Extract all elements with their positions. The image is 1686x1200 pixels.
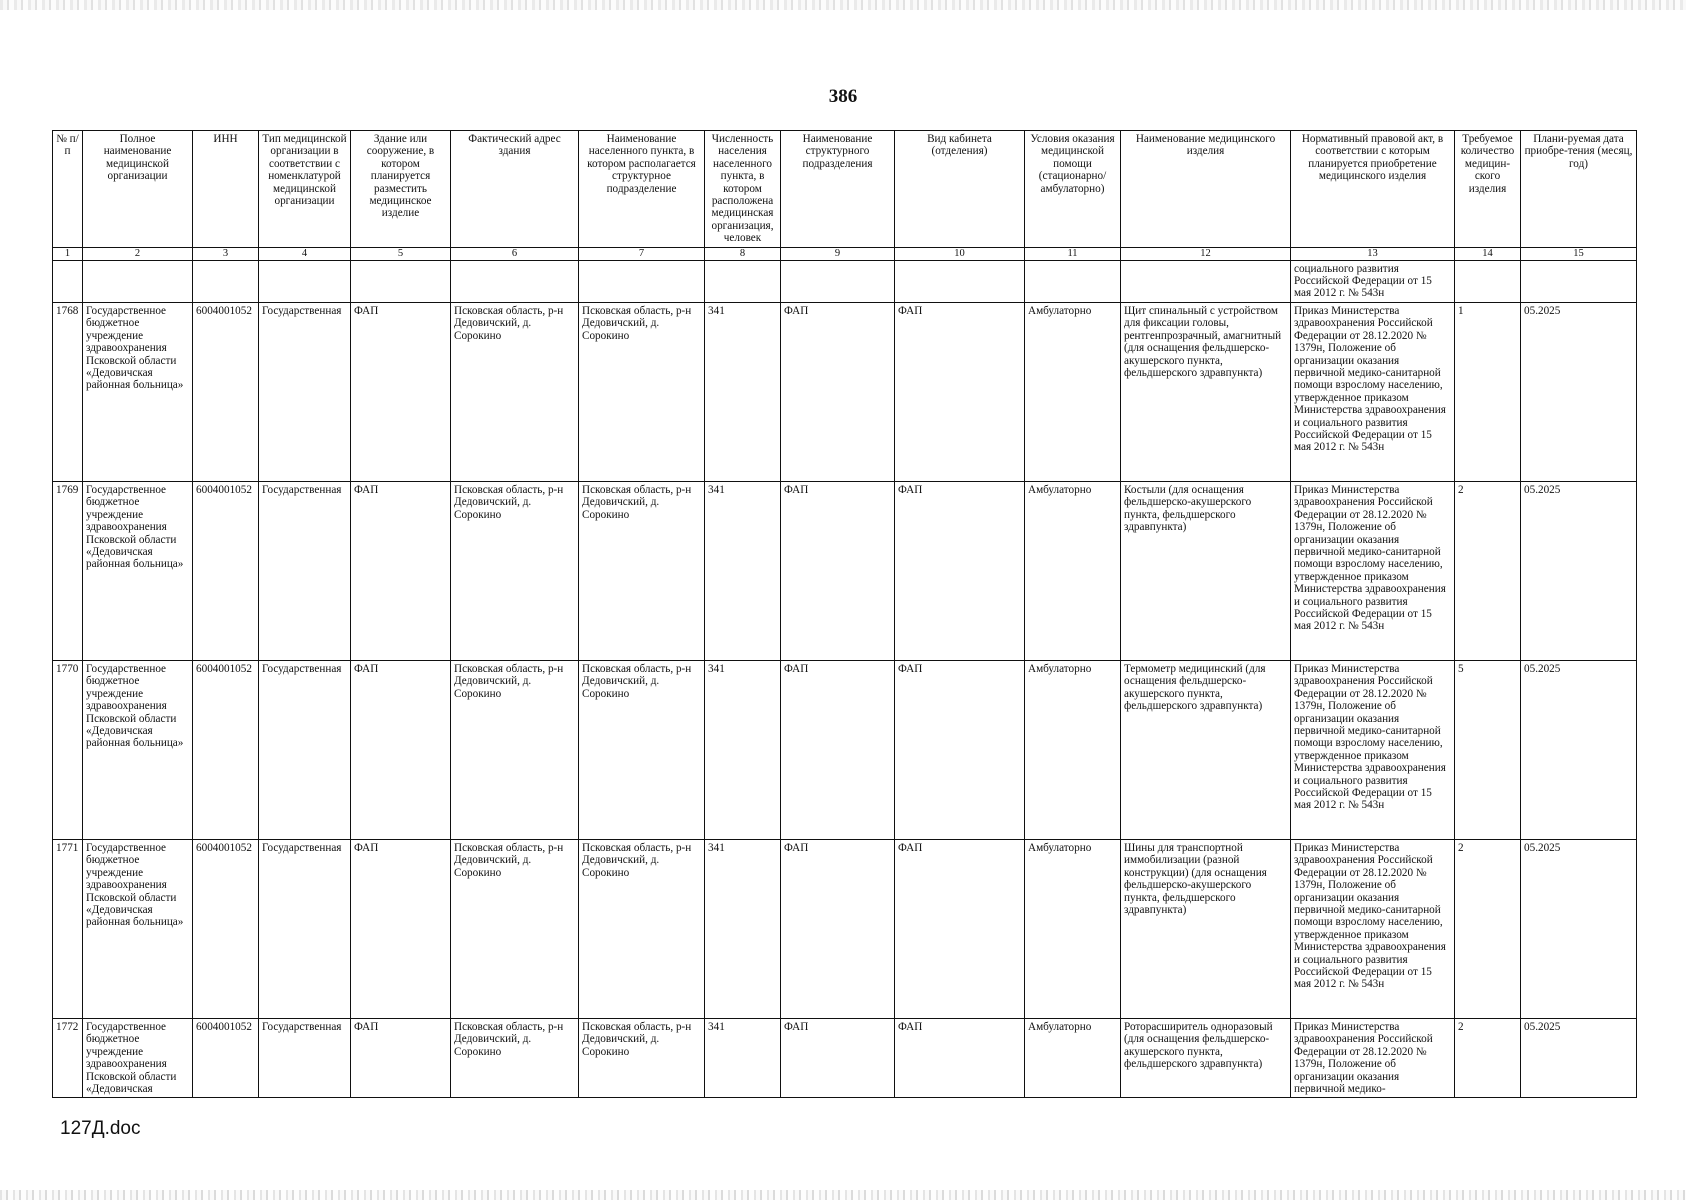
row-number: 1770 bbox=[53, 660, 83, 839]
building: ФАП bbox=[351, 839, 451, 1018]
scan-edge-bottom bbox=[0, 1190, 1686, 1200]
header-cell: Полное наименование медицинской организации bbox=[83, 131, 193, 248]
table-cell bbox=[1025, 260, 1121, 302]
org-type: Государственная bbox=[259, 1018, 351, 1097]
organization-name: Государственное бюджетное учреждение здравоохранения Псковской области «Дедовичская районная больница» bbox=[83, 839, 193, 1018]
organization-name: Государственное бюджетное учреждение здравоохранения Псковской области «Дедовичская bbox=[83, 1018, 193, 1097]
locality: Псковская область, р-н Дедовичский, д. Сорокино bbox=[579, 1018, 705, 1097]
planned-date: 05.2025 bbox=[1521, 1018, 1637, 1097]
header-cell: Наименование структурного подразделения bbox=[781, 131, 895, 248]
medical-device: Костыли (для оснащения фельдшерско-акушерского пункта, фельдшерского здравпункта) bbox=[1121, 481, 1291, 660]
cabinet-type: ФАП bbox=[895, 839, 1025, 1018]
structural-unit: ФАП bbox=[781, 302, 895, 481]
care-conditions: Амбулаторно bbox=[1025, 660, 1121, 839]
inn-cell: 6004001052 bbox=[193, 481, 259, 660]
table-cell bbox=[705, 260, 781, 302]
planned-date: 05.2025 bbox=[1521, 302, 1637, 481]
care-conditions: Амбулаторно bbox=[1025, 1018, 1121, 1097]
org-type: Государственная bbox=[259, 481, 351, 660]
locality: Псковская область, р-н Дедовичский, д. Сорокино bbox=[579, 839, 705, 1018]
planned-date: 05.2025 bbox=[1521, 660, 1637, 839]
population: 341 bbox=[705, 839, 781, 1018]
locality: Псковская область, р-н Дедовичский, д. Сорокино bbox=[579, 481, 705, 660]
table-row bbox=[53, 302, 1637, 481]
legal-act: Приказ Министерства здравоохранения Российской Федерации от 28.12.2020 № 1379н, Положение об организации оказания первичной медико-санитарной помощи взрослому населению, утвержденное приказом Министерства здравоохранения и социального развития Российской Федерации от 15 мая 2012 г. № 543н bbox=[1291, 839, 1455, 1018]
header-cell: Условия оказания медицинской помощи (стационарно/ амбулаторно) bbox=[1025, 131, 1121, 248]
continuation-text: социального развития Российской Федерации от 15 мая 2012 г. № 543н bbox=[1291, 260, 1455, 302]
header-cell: Здание или сооружение, в котором планируется разместить медицинское изделие bbox=[351, 131, 451, 248]
table-cell bbox=[1121, 260, 1291, 302]
cabinet-type: ФАП bbox=[895, 1018, 1025, 1097]
locality: Псковская область, р-н Дедовичский, д. Сорокино bbox=[579, 302, 705, 481]
address: Псковская область, р-н Дедовичский, д. Сорокино bbox=[451, 660, 579, 839]
legal-act: Приказ Министерства здравоохранения Российской Федерации от 28.12.2020 № 1379н, Положение об организации оказания первичной медико-санитарной помощи взрослому населению, утвержденное приказом Министерства здравоохранения и социального развития Российской Федерации от 15 мая 2012 г. № 543н bbox=[1291, 660, 1455, 839]
quantity: 1 bbox=[1455, 302, 1521, 481]
continuation-row bbox=[53, 260, 1637, 302]
cabinet-type: ФАП bbox=[895, 660, 1025, 839]
building: ФАП bbox=[351, 660, 451, 839]
quantity: 5 bbox=[1455, 660, 1521, 839]
column-number: 5 bbox=[351, 247, 451, 260]
structural-unit: ФАП bbox=[781, 481, 895, 660]
table-row bbox=[53, 839, 1637, 1018]
address: Псковская область, р-н Дедовичский, д. Сорокино bbox=[451, 302, 579, 481]
header-cell: Тип медицинской организации в соответствии с номенклатурой медицинской организации bbox=[259, 131, 351, 248]
inn-cell: 6004001052 bbox=[193, 1018, 259, 1097]
table-cell bbox=[351, 260, 451, 302]
table-cell bbox=[579, 260, 705, 302]
column-number: 14 bbox=[1455, 247, 1521, 260]
header-row bbox=[53, 131, 1637, 248]
column-number: 13 bbox=[1291, 247, 1455, 260]
address: Псковская область, р-н Дедовичский, д. Сорокино bbox=[451, 839, 579, 1018]
column-number: 7 bbox=[579, 247, 705, 260]
header-cell: Наименование медицинского изделия bbox=[1121, 131, 1291, 248]
column-number: 12 bbox=[1121, 247, 1291, 260]
table-cell bbox=[451, 260, 579, 302]
column-number: 11 bbox=[1025, 247, 1121, 260]
row-number: 1772 bbox=[53, 1018, 83, 1097]
page-number: 386 bbox=[828, 86, 858, 107]
table-row bbox=[53, 660, 1637, 839]
locality: Псковская область, р-н Дедовичский, д. Сорокино bbox=[579, 660, 705, 839]
header-cell: Наименование населенного пункта, в котором располагается структурное подразделение bbox=[579, 131, 705, 248]
organization-name: Государственное бюджетное учреждение здравоохранения Псковской области «Дедовичская районная больница» bbox=[83, 302, 193, 481]
column-number: 4 bbox=[259, 247, 351, 260]
medical-device: Термометр медицинский (для оснащения фельдшерско-акушерского пункта, фельдшерского здравпункта) bbox=[1121, 660, 1291, 839]
table-cell bbox=[83, 260, 193, 302]
legal-act: Приказ Министерства здравоохранения Российской Федерации от 28.12.2020 № 1379н, Положение об организации оказания первичной медико-санитарной помощи взрослому населению, утвержденное приказом Министерства здравоохранения и социального развития Российской Федерации от 15 мая 2012 г. № 543н bbox=[1291, 481, 1455, 660]
table-cell bbox=[1455, 260, 1521, 302]
legal-act: Приказ Министерства здравоохранения Российской Федерации от 28.12.2020 № 1379н, Положение об организации оказания первичной медико-санитарной помощи взрослому населению, утвержденное приказом Министерства здравоохранения и социального развития Российской Федерации от 15 мая 2012 г. № 543н bbox=[1291, 302, 1455, 481]
organization-name: Государственное бюджетное учреждение здравоохранения Псковской области «Дедовичская районная больница» bbox=[83, 660, 193, 839]
org-type: Государственная bbox=[259, 302, 351, 481]
structural-unit: ФАП bbox=[781, 839, 895, 1018]
column-number: 8 bbox=[705, 247, 781, 260]
legal-act: Приказ Министерства здравоохранения Российской Федерации от 28.12.2020 № 1379н, Положение об организации оказания первичной медико- bbox=[1291, 1018, 1455, 1097]
medical-device: Роторасширитель одноразовый (для оснащения фельдшерско-акушерского пункта, фельдшерского здравпункта) bbox=[1121, 1018, 1291, 1097]
column-number: 9 bbox=[781, 247, 895, 260]
building: ФАП bbox=[351, 481, 451, 660]
structural-unit: ФАП bbox=[781, 660, 895, 839]
column-number: 3 bbox=[193, 247, 259, 260]
quantity: 2 bbox=[1455, 481, 1521, 660]
column-number: 1 bbox=[53, 247, 83, 260]
structural-unit: ФАП bbox=[781, 1018, 895, 1097]
care-conditions: Амбулаторно bbox=[1025, 481, 1121, 660]
population: 341 bbox=[705, 302, 781, 481]
row-number: 1769 bbox=[53, 481, 83, 660]
header-cell: Плани-руемая дата приобре-тения (месяц, год) bbox=[1521, 131, 1637, 248]
address: Псковская область, р-н Дедовичский, д. Сорокино bbox=[451, 481, 579, 660]
header-cell: Численность населения населенного пункта, в котором расположена медицинская организация, человек bbox=[705, 131, 781, 248]
population: 341 bbox=[705, 481, 781, 660]
row-number: 1771 bbox=[53, 839, 83, 1018]
table-cell bbox=[895, 260, 1025, 302]
header-cell: Фактический адрес здания bbox=[451, 131, 579, 248]
quantity: 2 bbox=[1455, 1018, 1521, 1097]
org-type: Государственная bbox=[259, 839, 351, 1018]
column-number: 6 bbox=[451, 247, 579, 260]
table-row bbox=[53, 1018, 1637, 1097]
column-number: 10 bbox=[895, 247, 1025, 260]
building: ФАП bbox=[351, 1018, 451, 1097]
table-row bbox=[53, 481, 1637, 660]
table-cell bbox=[193, 260, 259, 302]
inn-cell: 6004001052 bbox=[193, 839, 259, 1018]
header-cell: ИНН bbox=[193, 131, 259, 248]
care-conditions: Амбулаторно bbox=[1025, 302, 1121, 481]
table-cell bbox=[781, 260, 895, 302]
inn-cell: 6004001052 bbox=[193, 660, 259, 839]
address: Псковская область, р-н Дедовичский, д. Сорокино bbox=[451, 1018, 579, 1097]
column-number: 15 bbox=[1521, 247, 1637, 260]
table-cell bbox=[259, 260, 351, 302]
scan-edge-top bbox=[0, 0, 1686, 10]
quantity: 2 bbox=[1455, 839, 1521, 1018]
population: 341 bbox=[705, 660, 781, 839]
inn-cell: 6004001052 bbox=[193, 302, 259, 481]
planned-date: 05.2025 bbox=[1521, 481, 1637, 660]
medical-device: Шины для транспортной иммобилизации (разной конструкции) (для оснащения фельдшерско-акушерского пункта, фельдшерского здравпункта) bbox=[1121, 839, 1291, 1018]
table-cell bbox=[1521, 260, 1637, 302]
building: ФАП bbox=[351, 302, 451, 481]
population: 341 bbox=[705, 1018, 781, 1097]
footer-filename: 127Д.doc bbox=[60, 1118, 141, 1139]
planned-date: 05.2025 bbox=[1521, 839, 1637, 1018]
column-number-row bbox=[53, 247, 1637, 260]
row-number: 1768 bbox=[53, 302, 83, 481]
organization-name: Государственное бюджетное учреждение здравоохранения Псковской области «Дедовичская районная больница» bbox=[83, 481, 193, 660]
cabinet-type: ФАП bbox=[895, 302, 1025, 481]
header-cell: Нормативный правовой акт, в соответствии с которым планируется приобретение медицинского изделия bbox=[1291, 131, 1455, 248]
header-cell: Требуемое количество медицин-ского изделия bbox=[1455, 131, 1521, 248]
header-cell: Вид кабинета (отделения) bbox=[895, 131, 1025, 248]
header-cell: № п/п bbox=[53, 131, 83, 248]
document-table bbox=[52, 130, 1637, 1098]
table-cell bbox=[53, 260, 83, 302]
org-type: Государственная bbox=[259, 660, 351, 839]
cabinet-type: ФАП bbox=[895, 481, 1025, 660]
care-conditions: Амбулаторно bbox=[1025, 839, 1121, 1018]
column-number: 2 bbox=[83, 247, 193, 260]
medical-device: Щит спинальный с устройством для фиксации головы, рентгенпрозрачный, амагнитный (для оснащения фельдшерско-акушерского пункта, фельдшерского здравпункта) bbox=[1121, 302, 1291, 481]
